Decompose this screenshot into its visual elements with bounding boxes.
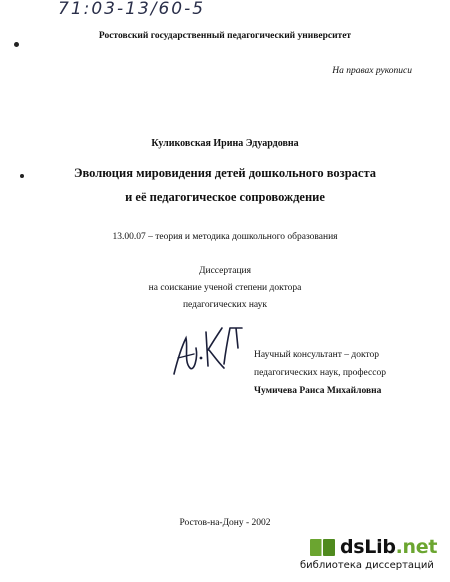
punch-mark	[14, 42, 19, 47]
watermark-domain	[340, 536, 437, 558]
manuscript-rights-note: На правах рукописи	[332, 66, 412, 76]
degree-line: на соискание ученой степени доктора	[148, 283, 302, 293]
thesis-title-line-1: Эволюция мировидения детей дошкольного возраста	[74, 166, 376, 180]
watermark-domain-tld: .net	[395, 536, 438, 558]
degree-field: педагогических наук	[182, 300, 268, 310]
specialty-code: 13.00.07 – теория и методика дошкольного образования	[112, 232, 338, 242]
watermark-subtitle: библиотека диссертаций	[300, 560, 434, 571]
dslib-logo-icon	[308, 536, 338, 560]
consultant-title-line-1: Научный консультант – доктор	[254, 350, 379, 360]
university-name: Ростовский государственный педагогический университет	[98, 31, 352, 41]
thesis-title-line-2: и её педагогическое сопровождение	[125, 190, 325, 204]
author-name: Куликовская Ирина Эдуардовна	[151, 138, 299, 149]
dslib-watermark	[290, 536, 440, 574]
consultant-title-line-2: педагогических наук, профессор	[254, 368, 386, 378]
consultant-name: Чумичева Раиса Михайловна	[254, 386, 382, 396]
dissertation-label: Диссертация	[199, 266, 251, 276]
handwritten-archive-number: 71:03-13/60-5	[58, 0, 206, 19]
city-and-year: Ростов-на-Дону - 2002	[179, 518, 271, 528]
handwritten-signature	[168, 318, 248, 380]
watermark-domain-name: dsLib	[340, 536, 396, 558]
